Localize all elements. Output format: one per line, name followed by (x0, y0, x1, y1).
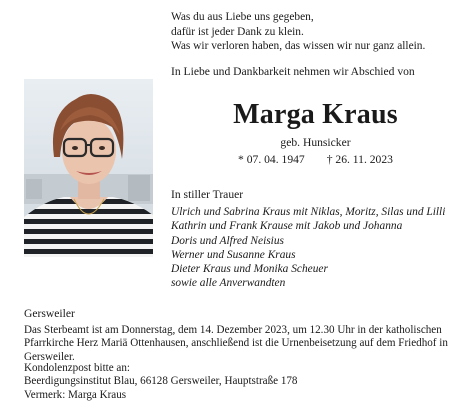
poem-line: Was du aus Liebe uns gegeben, (171, 11, 314, 23)
mourner-entry: Kathrin und Frank Krause mit Jakob und Johanna (171, 220, 403, 233)
deceased-name: Marga Kraus (233, 99, 398, 130)
mourners-heading: In stiller Trauer (171, 188, 244, 201)
mourner-entry: Ulrich und Sabrina Kraus mit Niklas, Moritz, Silas und Lilli (171, 206, 446, 218)
portrait-photo (24, 79, 153, 257)
place-name: Gersweiler (24, 307, 75, 320)
death-date: † 26. 11. 2023 (326, 153, 393, 166)
mourner-entry: Doris und Alfred Neisius (171, 234, 284, 247)
farewell-intro: In Liebe und Dankbarkeit nehmen wir Abschied von (171, 65, 415, 78)
condolence-address (24, 362, 470, 402)
mourner-entry: Werner und Susanne Kraus (171, 248, 296, 261)
condolence-line: Kondolenzpost bitte an: (24, 362, 130, 374)
birth-name: geb. Hunsicker (280, 136, 351, 149)
condolence-line: Beerdigungsinstitut Blau, 66128 Gersweiler, Hauptstraße 178 (24, 375, 298, 388)
poem-verse (171, 10, 466, 54)
poem-line: Was wir verloren haben, das wissen wir nur ganz allein. (171, 40, 426, 53)
mourners-list (171, 205, 471, 291)
poem-line: dafür ist jeder Dank zu klein. (171, 25, 304, 38)
birth-date: * 07. 04. 1947 (238, 153, 305, 166)
funeral-notice: Das Sterbeamt ist am Donnerstag, dem 14. Dezember 2023, um 12.30 Uhr in der katholischen Pfarrkirche Herz Mariä Ottenhausen, anschließend ist die Urnenbeisetzung auf dem Friedhof in Gersweiler. (24, 324, 448, 363)
condolence-line: Vermerk: Marga Kraus (24, 388, 127, 401)
mourner-entry: sowie alle Anverwandten (171, 277, 286, 290)
portrait-illustration (24, 79, 153, 257)
mourner-entry: Dieter Kraus und Monika Scheuer (171, 263, 328, 276)
life-dates (168, 153, 463, 166)
